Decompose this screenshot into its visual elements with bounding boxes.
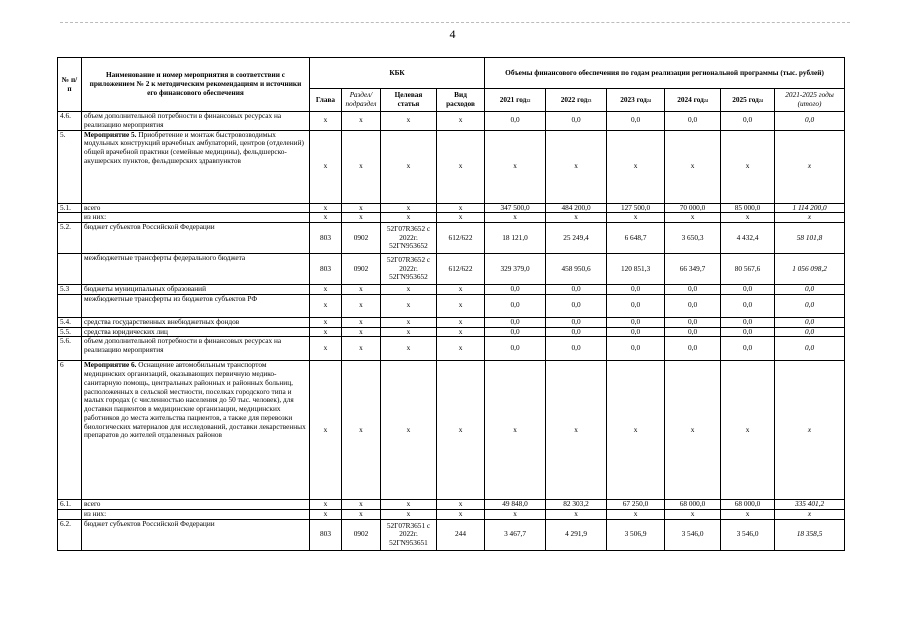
- statya-cell: х: [381, 213, 437, 223]
- glava-cell: х: [310, 327, 342, 337]
- year-value-cell: 70 000,0: [665, 203, 721, 213]
- year-value-cell: х: [721, 361, 775, 500]
- vid-cell: х: [437, 294, 485, 317]
- row-name-cell: [82, 112, 310, 131]
- statya-cell: х: [381, 500, 437, 510]
- year-value-cell: х: [485, 510, 546, 520]
- year-value-cell: 0,0: [665, 337, 721, 361]
- row-number-cell: 4.6.: [58, 112, 82, 131]
- year-value-cell: 68 000,0: [665, 500, 721, 510]
- row-number-cell: 5.: [58, 130, 82, 203]
- year-header-2022: 2022 год23: [546, 89, 607, 112]
- row-number-cell: 5.2.: [58, 223, 82, 254]
- year-value-cell: х: [607, 510, 665, 520]
- statya-cell: х: [381, 285, 437, 295]
- row-name-cell: [82, 519, 310, 550]
- table-row: [58, 519, 845, 550]
- table-row: [58, 327, 845, 337]
- row-name-cell: [82, 337, 310, 361]
- year-value-cell: 3 650,3: [665, 223, 721, 254]
- table-row: [58, 112, 845, 131]
- year-value-cell: 85 000,0: [721, 203, 775, 213]
- glava-cell: х: [310, 285, 342, 295]
- vid-cell: х: [437, 510, 485, 520]
- table-row: [58, 500, 845, 510]
- year-value-cell: 0,0: [546, 317, 607, 327]
- row-number-cell: 6.2.: [58, 519, 82, 550]
- razdel-header: Раздел/ подраздел: [342, 89, 381, 112]
- statya-cell: х: [381, 130, 437, 203]
- statya-cell: х: [381, 361, 437, 500]
- statya-cell: х: [381, 294, 437, 317]
- row-name-cell: [82, 130, 310, 203]
- total-value-cell: 58 101,8: [775, 223, 845, 254]
- statya-cell: х: [381, 327, 437, 337]
- year-value-cell: х: [607, 213, 665, 223]
- glava-cell: х: [310, 510, 342, 520]
- row-number-cell: [58, 213, 82, 223]
- funding-table: [57, 57, 845, 551]
- razdel-cell: х: [342, 510, 381, 520]
- glava-cell: х: [310, 213, 342, 223]
- year-value-cell: х: [607, 130, 665, 203]
- year-value-cell: 329 379,0: [485, 254, 546, 285]
- row-name-text: объем дополнительной потребности в финансовых ресурсах на реализацию мероприятия: [84, 111, 282, 129]
- top-dashed-line: [60, 22, 850, 23]
- glava-cell: х: [310, 361, 342, 500]
- vid-cell: х: [437, 337, 485, 361]
- row-name-cell: [82, 327, 310, 337]
- glava-cell: х: [310, 203, 342, 213]
- year-value-cell: х: [546, 510, 607, 520]
- table-row: [58, 203, 845, 213]
- row-name-text: бюджеты муниципальных образований: [84, 284, 206, 293]
- row-name-text: Приобретение и монтаж быстровозводимых модульных конструкций врачебных амбулаторий, центров (отделений) общей врачебной практики (семейные медицины), фельдшерско-акушерских пунктов, фельдшерских здравпунктов: [84, 130, 304, 165]
- year-value-cell: 3 506,9: [607, 519, 665, 550]
- year-value-cell: 0,0: [665, 285, 721, 295]
- vid-cell: х: [437, 130, 485, 203]
- year-value-cell: 0,0: [721, 112, 775, 131]
- total-value-cell: х: [775, 130, 845, 203]
- table-row: [58, 213, 845, 223]
- razdel-cell: х: [342, 294, 381, 317]
- statya-cell: х: [381, 203, 437, 213]
- year-value-cell: 0,0: [721, 317, 775, 327]
- year-value-cell: х: [546, 130, 607, 203]
- year-value-cell: х: [665, 130, 721, 203]
- table-row: [58, 285, 845, 295]
- vid-cell: х: [437, 213, 485, 223]
- table-row: [58, 223, 845, 254]
- year-value-cell: 67 250,0: [607, 500, 665, 510]
- year-value-cell: 3 546,0: [721, 519, 775, 550]
- year-value-cell: 0,0: [607, 337, 665, 361]
- row-number-cell: [58, 294, 82, 317]
- row-name-text: всего: [84, 203, 101, 212]
- vid-cell: х: [437, 327, 485, 337]
- year-header-2023: 2023 год24: [607, 89, 665, 112]
- page-number: 4: [449, 27, 456, 41]
- table-row: [58, 361, 845, 500]
- year-value-cell: 0,0: [665, 294, 721, 317]
- glava-cell: х: [310, 294, 342, 317]
- row-name-cell: [82, 500, 310, 510]
- year-value-cell: 0,0: [485, 112, 546, 131]
- year-header-2024: 2024 год24: [665, 89, 721, 112]
- year-value-cell: 0,0: [546, 285, 607, 295]
- row-name-text: из них:: [84, 212, 107, 222]
- row-name-text: Оснащение автомобильным транспортом медицинских организаций, оказывающих первичную медико-санитарную помощь, центральных районных и районных больниц, расположенных в сельской местности, поселках городского типа и малых городах (с численностью населения до 50 тыс. человек), для доставки пациентов в медицинские организации, медицинских работников до места жительства пациентов, а также для перевозки биологических материалов для исследований, доставки лекарственных препаратов до жителей отдаленных районов: [84, 360, 306, 440]
- total-value-cell: х: [775, 213, 845, 223]
- year-header-2025: 2025 год24: [721, 89, 775, 112]
- total-value-cell: х: [775, 361, 845, 500]
- razdel-cell: х: [342, 317, 381, 327]
- row-name-cell: [82, 294, 310, 317]
- row-number-cell: 5.6.: [58, 337, 82, 361]
- total-value-cell: 0,0: [775, 112, 845, 131]
- year-value-cell: 80 567,6: [721, 254, 775, 285]
- year-value-cell: х: [665, 510, 721, 520]
- row-number-cell: 5.3: [58, 285, 82, 295]
- row-name-cell: [82, 213, 310, 223]
- total-value-cell: 0,0: [775, 337, 845, 361]
- year-value-cell: 0,0: [485, 294, 546, 317]
- year-value-cell: 0,0: [607, 317, 665, 327]
- vid-cell: 612/622: [437, 223, 485, 254]
- year-value-cell: 127 500,0: [607, 203, 665, 213]
- year-value-cell: х: [485, 130, 546, 203]
- razdel-cell: 0902: [342, 254, 381, 285]
- year-value-cell: 0,0: [665, 327, 721, 337]
- glava-cell: х: [310, 317, 342, 327]
- year-value-cell: 3 467,7: [485, 519, 546, 550]
- vid-cell: х: [437, 285, 485, 295]
- vid-cell: х: [437, 203, 485, 213]
- year-value-cell: х: [546, 361, 607, 500]
- year-value-cell: 0,0: [485, 317, 546, 327]
- row-name-text: объем дополнительной потребности в финансовых ресурсах на реализацию мероприятия: [84, 336, 282, 354]
- row-name-cell: [82, 285, 310, 295]
- year-value-cell: х: [665, 361, 721, 500]
- total-value-cell: 335 401,2: [775, 500, 845, 510]
- total-value-cell: 1 056 098,2: [775, 254, 845, 285]
- year-value-cell: 0,0: [485, 327, 546, 337]
- table-row: [58, 254, 845, 285]
- vid-cell: х: [437, 500, 485, 510]
- statya-header: Целевая статья: [381, 89, 437, 112]
- total-value-cell: 1 114 200,0: [775, 203, 845, 213]
- year-value-cell: 0,0: [546, 112, 607, 131]
- year-value-cell: 0,0: [607, 327, 665, 337]
- year-value-cell: х: [721, 213, 775, 223]
- total-value-cell: х: [775, 510, 845, 520]
- year-value-cell: 0,0: [607, 285, 665, 295]
- year-value-cell: 0,0: [721, 285, 775, 295]
- total-header: 2021-2025 годы (итого): [775, 89, 845, 112]
- year-value-cell: х: [721, 510, 775, 520]
- year-value-cell: х: [607, 361, 665, 500]
- year-value-cell: 0,0: [721, 337, 775, 361]
- year-header-2021: 2021 год22: [485, 89, 546, 112]
- glava-cell: х: [310, 112, 342, 131]
- vid-header: Вид расходов: [437, 89, 485, 112]
- year-value-cell: 0,0: [665, 317, 721, 327]
- row-number-cell: [58, 254, 82, 285]
- statya-cell: 52Г07R3651 с 2022г. 52ГN953651: [381, 519, 437, 550]
- year-value-cell: 68 000,0: [721, 500, 775, 510]
- year-value-cell: 18 121,0: [485, 223, 546, 254]
- row-number-cell: 6: [58, 361, 82, 500]
- table-row: [58, 510, 845, 520]
- funding-header: Объемы финансового обеспечения по годам реализации региональной программы (тыс. рублей): [485, 58, 845, 89]
- glava-header: Глава: [310, 89, 342, 112]
- year-value-cell: 6 648,7: [607, 223, 665, 254]
- razdel-cell: х: [342, 213, 381, 223]
- razdel-cell: х: [342, 500, 381, 510]
- row-number-cell: 5.4.: [58, 317, 82, 327]
- statya-cell: х: [381, 337, 437, 361]
- vid-cell: х: [437, 317, 485, 327]
- measure-title: Мероприятие 6.: [84, 360, 137, 370]
- row-name-text: межбюджетные трансферты из бюджетов субъектов РФ: [84, 294, 258, 303]
- year-value-cell: 49 848,0: [485, 500, 546, 510]
- year-value-cell: 458 950,6: [546, 254, 607, 285]
- year-value-cell: 0,0: [485, 337, 546, 361]
- row-name-text: бюджет субъектов Российской Федерации: [84, 519, 215, 528]
- year-value-cell: 120 851,3: [607, 254, 665, 285]
- vid-cell: 612/622: [437, 254, 485, 285]
- year-value-cell: х: [485, 361, 546, 500]
- year-value-cell: 0,0: [546, 327, 607, 337]
- razdel-cell: х: [342, 337, 381, 361]
- razdel-cell: х: [342, 285, 381, 295]
- vid-cell: х: [437, 112, 485, 131]
- year-value-cell: 82 303,2: [546, 500, 607, 510]
- table-row: [58, 317, 845, 327]
- statya-cell: х: [381, 510, 437, 520]
- table-row: [58, 130, 845, 203]
- row-name-text: средства юридических лиц: [84, 327, 168, 336]
- total-value-cell: 0,0: [775, 285, 845, 295]
- razdel-cell: х: [342, 361, 381, 500]
- razdel-cell: х: [342, 130, 381, 203]
- glava-cell: 803: [310, 223, 342, 254]
- row-name-cell: [82, 317, 310, 327]
- razdel-cell: х: [342, 327, 381, 337]
- measure-title: Мероприятие 5.: [84, 130, 137, 139]
- row-name-text: средства государственных внебюджетных фондов: [84, 317, 240, 326]
- year-value-cell: 3 546,0: [665, 519, 721, 550]
- total-value-cell: 0,0: [775, 294, 845, 317]
- year-value-cell: х: [485, 213, 546, 223]
- col-num-header: № п/п: [58, 58, 82, 112]
- row-name-text: всего: [84, 499, 101, 509]
- total-value-cell: 0,0: [775, 327, 845, 337]
- kbk-header: КБК: [310, 58, 485, 89]
- glava-cell: 803: [310, 519, 342, 550]
- year-value-cell: 0,0: [607, 112, 665, 131]
- year-value-cell: 0,0: [546, 337, 607, 361]
- row-number-cell: 5.1.: [58, 203, 82, 213]
- glava-cell: х: [310, 500, 342, 510]
- row-number-cell: [58, 510, 82, 520]
- razdel-cell: 0902: [342, 223, 381, 254]
- year-value-cell: х: [721, 130, 775, 203]
- glava-cell: х: [310, 337, 342, 361]
- statya-cell: 52Г07R3652 с 2022г. 52ГN953652: [381, 223, 437, 254]
- row-name-cell: [82, 223, 310, 254]
- year-value-cell: 0,0: [546, 294, 607, 317]
- glava-cell: 803: [310, 254, 342, 285]
- year-value-cell: х: [665, 213, 721, 223]
- year-value-cell: 0,0: [607, 294, 665, 317]
- total-value-cell: 18 358,5: [775, 519, 845, 550]
- row-name-text: бюджет субъектов Российской Федерации: [84, 222, 215, 231]
- row-name-cell: [82, 361, 310, 500]
- year-value-cell: 4 291,9: [546, 519, 607, 550]
- glava-cell: х: [310, 130, 342, 203]
- col-name-header: Наименование и номер мероприятия в соответствии с приложением № 2 к методическим рекомендациям и источники его финансового обеспечения: [82, 58, 310, 112]
- year-value-cell: 347 500,0: [485, 203, 546, 213]
- razdel-cell: х: [342, 203, 381, 213]
- razdel-cell: 0902: [342, 519, 381, 550]
- table-body: [58, 112, 845, 551]
- row-name-cell: [82, 510, 310, 520]
- year-value-cell: 25 249,4: [546, 223, 607, 254]
- row-name-cell: [82, 254, 310, 285]
- year-value-cell: 66 349,7: [665, 254, 721, 285]
- row-name-text: из них:: [84, 509, 107, 518]
- year-value-cell: 4 432,4: [721, 223, 775, 254]
- vid-cell: х: [437, 361, 485, 500]
- year-value-cell: 0,0: [665, 112, 721, 131]
- statya-cell: х: [381, 317, 437, 327]
- year-value-cell: 0,0: [485, 285, 546, 295]
- year-value-cell: 0,0: [721, 327, 775, 337]
- table-row: [58, 337, 845, 361]
- statya-cell: 52Г07R3652 с 2022г. 52ГN953652: [381, 254, 437, 285]
- row-number-cell: 6.1.: [58, 500, 82, 510]
- vid-cell: 244: [437, 519, 485, 550]
- razdel-cell: х: [342, 112, 381, 131]
- header-row-top: [58, 58, 845, 89]
- year-value-cell: 0,0: [721, 294, 775, 317]
- row-name-cell: [82, 203, 310, 213]
- year-value-cell: 484 200,0: [546, 203, 607, 213]
- total-value-cell: 0,0: [775, 317, 845, 327]
- statya-cell: х: [381, 112, 437, 131]
- year-value-cell: х: [546, 213, 607, 223]
- row-number-cell: 5.5.: [58, 327, 82, 337]
- table-row: [58, 294, 845, 317]
- row-name-text: межбюджетные трансферты федерального бюджета: [84, 253, 246, 262]
